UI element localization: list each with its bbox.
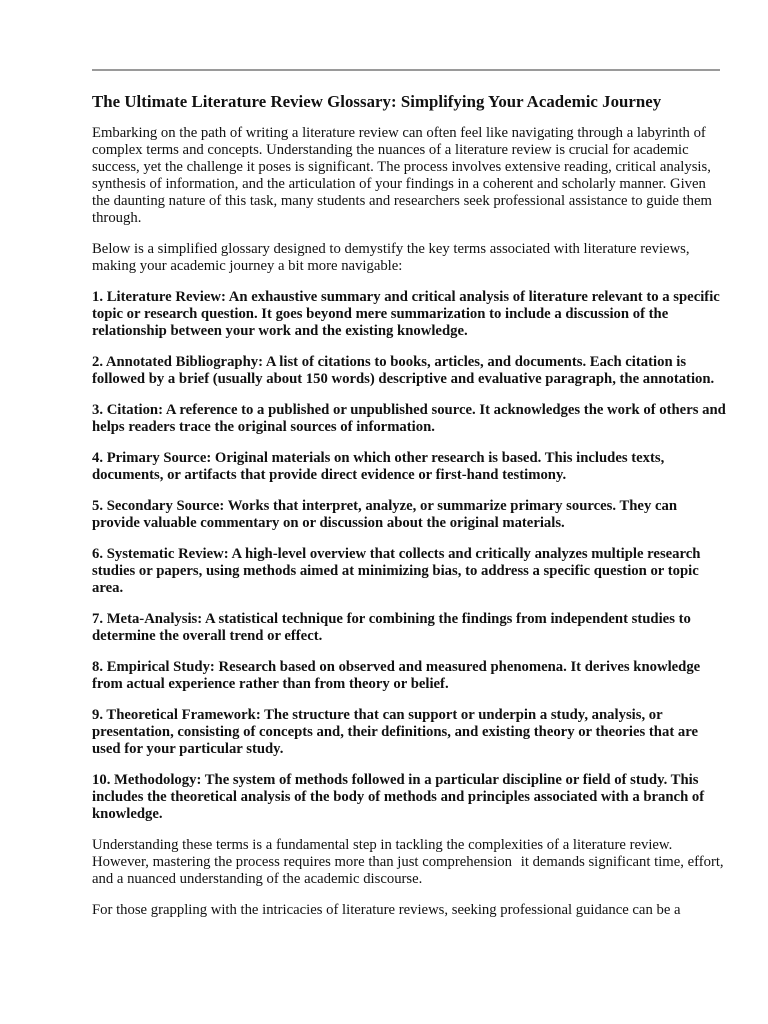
glossary-term-secondary-source: 5. Secondary Source: Works that interpret, analyze, or summarize primary sources. They can provide valuable commentary on or discussion about the original materials. [92, 498, 678, 531]
glossary-term-primary-source: 4. Primary Source: Original materials on which other research is based. This includes texts, documents, or artifacts that provide direct evidence or first-hand testimony. [92, 450, 665, 483]
intro-paragraph: Embarking on the path of writing a literature review can often feel like navigating through a labyrinth of complex terms and concepts. Understanding the nuances of a literature review is crucial for academic success, yet the challenge it poses is significant. The process involves extensive reading, critical analysis, synthesis of information, and the articulation of your findings in a coherent and scholarly manner. Given the daunting nature of this task, many students and researchers seek professional assistance to guide them through. [92, 125, 712, 226]
glossary-term-methodology: 10. Methodology: The system of methods followed in a particular discipline or field of study. This includes the theoretical analysis of the body of methods and principles associated with a branch of knowledge. [92, 772, 705, 822]
document-title: The Ultimate Literature Review Glossary: Simplifying Your Academic Journey [92, 92, 662, 111]
glossary-term-theoretical-framework: 9. Theoretical Framework: The structure that can support or underpin a study, analysis, or presentation, consisting of concepts and, their definitions, and existing theory or theories that are used for your particular study. [92, 707, 698, 757]
glossary-term-empirical-study: 8. Empirical Study: Research based on observed and measured phenomena. It derives knowledge from actual experience rather than from theory or belief. [92, 659, 701, 692]
glossary-term-citation: 3. Citation: A reference to a published or unpublished source. It acknowledges the work of others and helps readers trace the original sources of information. [92, 402, 726, 435]
header-divider [92, 69, 720, 71]
closing-paragraph: Understanding these terms is a fundamental step in tackling the complexities of a literature review. However, mastering the process requires more than just comprehension it demands significant time, effort, and a nuanced understanding of the academic discourse. [92, 837, 724, 887]
glossary-term-annotated-bibliography: 2. Annotated Bibliography: A list of citations to books, articles, and documents. Each citation is followed by a brief (usually about 150 words) descriptive and evaluative paragraph, the annotation. [92, 354, 715, 387]
glossary-intro-paragraph: Below is a simplified glossary designed to demystify the key terms associated with literature reviews, making your academic journey a bit more navigable: [92, 241, 690, 274]
glossary-term-meta-analysis: 7. Meta-Analysis: A statistical technique for combining the findings from independent studies to determine the overall trend or effect. [92, 611, 691, 644]
closing-paragraph-truncated: For those grappling with the intricacies of literature reviews, seeking professional guidance can be a [92, 902, 681, 918]
glossary-term-systematic-review: 6. Systematic Review: A high-level overview that collects and critically analyzes multiple research studies or papers, using methods aimed at minimizing bias, to address a specific question or topic area. [92, 546, 701, 596]
glossary-term-literature-review: 1. Literature Review: An exhaustive summary and critical analysis of literature relevant to a specific topic or research question. It goes beyond mere summarization to include a discussion of the relationship between your work and the existing knowledge. [92, 289, 720, 339]
document-body [92, 92, 726, 933]
